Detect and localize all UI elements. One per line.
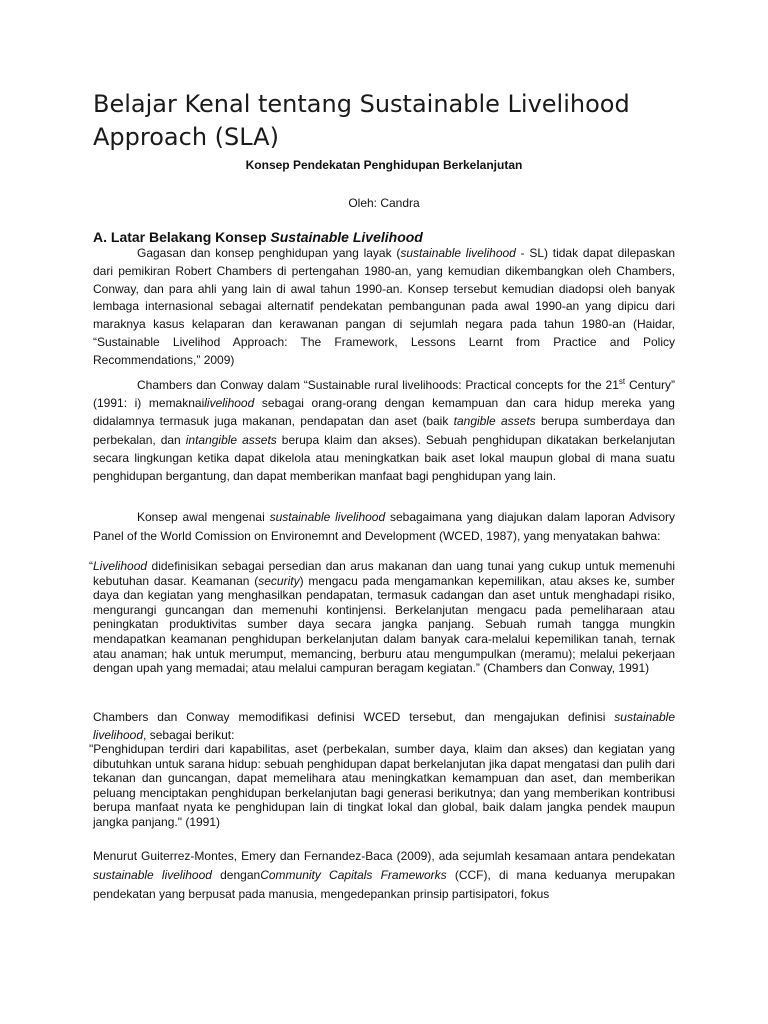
p5-text-c: dengan [211,868,261,882]
q1-text-e: ) mengacu pada mengamankan kepemilikan, atau akses ke, sumber daya dan kegiatan yang menghasilkan pendapatan, termasuk cadangan dan aset untuk menghadapi risiko, mengurangi guncangan dan memenuhi kontinjensi. Berkelanjutan mengacu pada pemeliharaan atau peningkatan produktivitas sumber daya secara jangka panjang. Sebuah rumah tangga mungkin mendapatkan keamanan penghidupan berkelanjutan dalam banyak cara-melalui kepemilikan tanah, ternak atau anaman; hak untuk merumput, memancing, berburu atau mengumpulkan (meramu); melalui pekerjaan dengan upah yang memadai; atau melalui campuran beragam kegiatan.” (Chambers dan Conway, 1991) [93,573,675,676]
p1-text-c: - SL) tidak dapat dilepaskan dari pemikiran Robert Chambers di pertengahan 1980-an, yang kemudian dikembangkan oleh Chambers, Conway, dan para ahli yang lain di awal tahun 1990-an. Konsep tersebut kemudian diadopsi oleh banyak lembaga internasional sebagai alternatif pendekatan pembangunan pada awal 1990-an yang dipicu dari maraknya kasus kelaparan dan kerawanan pangan di sejumlah negara pada tahun 1980-an (Haidar, “Sustainable Livelihod Approach: The Framework, Lessons Learnt from Practice and Policy Recommendations,” 2009) [93,246,676,367]
q1-open-quote: “ [89,559,93,573]
p2-text-d: sebagai orang-orang dengan kemampuan dan cara hidup mereka yang didalamnya termasuk juga makanan, pendapatan dan aset (baik [93,396,675,429]
p2-text-h: berupa klaim dan akses). Sebuah penghidupan dikatakan berkelanjutan secara lingkungan ketika dapat dikelola atau meningkatkan baik aset lokal maupun global di mana suatu penghidupan bergantung, dan dapat memberikan manfaat bagi penghidupan yang lain. [93,432,676,484]
quote-wced-definition [89,559,675,676]
q1-italic-livelihood: Livelihood [93,559,148,573]
p5-italic-sl: sustainable livelihood [93,868,212,882]
q1-italic-security: security [258,573,300,588]
section-heading [93,229,423,245]
p3-text-a: Konsep awal mengenai [137,510,270,524]
p4-text-c: , sebagai berikut: [143,728,235,742]
q1-text-c: didefinisikan sebagai persedian dan arus makanan dan uang tunai yang cukup untuk memenuhi kebutuhan dasar. Keamanan ( [93,559,675,588]
p2-italic-livelihood: livelihood [204,396,255,411]
p2-text-f: berupa sumberdaya dan perbekalan, dan [93,414,675,447]
paragraph-background [93,245,675,370]
p1-text-a: Gagasan dan konsep penghidupan yang layak ( [137,246,401,260]
p1-italic: sustainable livelihood [400,246,516,260]
paragraph-modification [93,708,675,744]
p2-text-b: Century” (1991: i) memaknai [93,378,675,411]
p5-text-e: (CCF), di mana keduanya merupakan pendekatan yang berpusat pada manusia, mengedepankan prinsip partisipatori, fokus [93,868,676,901]
p2-italic-tangible: tangible assets [453,414,536,429]
p4-text-a: Chambers dan Conway memodifikasi definisi WCED tersebut, dan mengajukan definisi [93,710,615,724]
p2-superscript: st [618,377,626,386]
p5-italic-ccf: Community Capitals Frameworks [260,868,447,882]
paragraph-chambers-conway [93,376,675,485]
p2-italic-intangible: intangible assets [185,432,277,447]
author-line: Oleh: Candra [348,196,420,210]
p3-text-c: sebagaimana yang diajukan dalam laporan Advisory Panel of the World Comission on Environemnt and Development (WCED, 1987), yang menyatakan bahwa: [93,510,675,543]
p3-italic: sustainable livelihood [269,510,386,524]
p5-text-a: Menurut Guiterrez-Montes, Emery dan Fernandez-Baca (2009), ada sejumlah kesamaan antara pendekatan [93,849,675,863]
heading-prefix: A. Latar Belakang Konsep [93,229,271,245]
document-subtitle: Konsep Pendekatan Penghidupan Berkelanjutan [245,158,523,172]
p2-text-a: Chambers dan Conway dalam “Sustainable rural livelihoods: Practical concepts for the 21 [137,378,619,392]
document-title: Belajar Kenal tentang Sustainable Livelihood Approach (SLA) [93,90,630,151]
p4-italic: sustainable livelihood [93,710,675,742]
paragraph-ccf [93,847,675,904]
paragraph-wced [93,508,675,545]
quote-chambers-definition: "Penghidupan terdiri dari kapabilitas, aset (perbekalan, sumber daya, klaim dan akses) dan kegiatan yang dibutuhkan untuk sarana hidup: sebuah penghidupan dapat berkelanjutan jika dapat mengatasi dan pulih dari tekanan dan guncangan, dapat memelihara atau meningkatkan kemampuan dan aset, dan memberikan peluang menciptakan penghidupan berkelanjutan bagi generasi berikutnya; dan yang memberikan kontribusi berupa manfaat nyata ke penghidupan lain di tingkat lokal dan global, baik dalam jangka pendek maupun jangka panjang." (1991) [89,742,675,829]
heading-emphasis: Sustainable Livelihood [270,229,423,245]
